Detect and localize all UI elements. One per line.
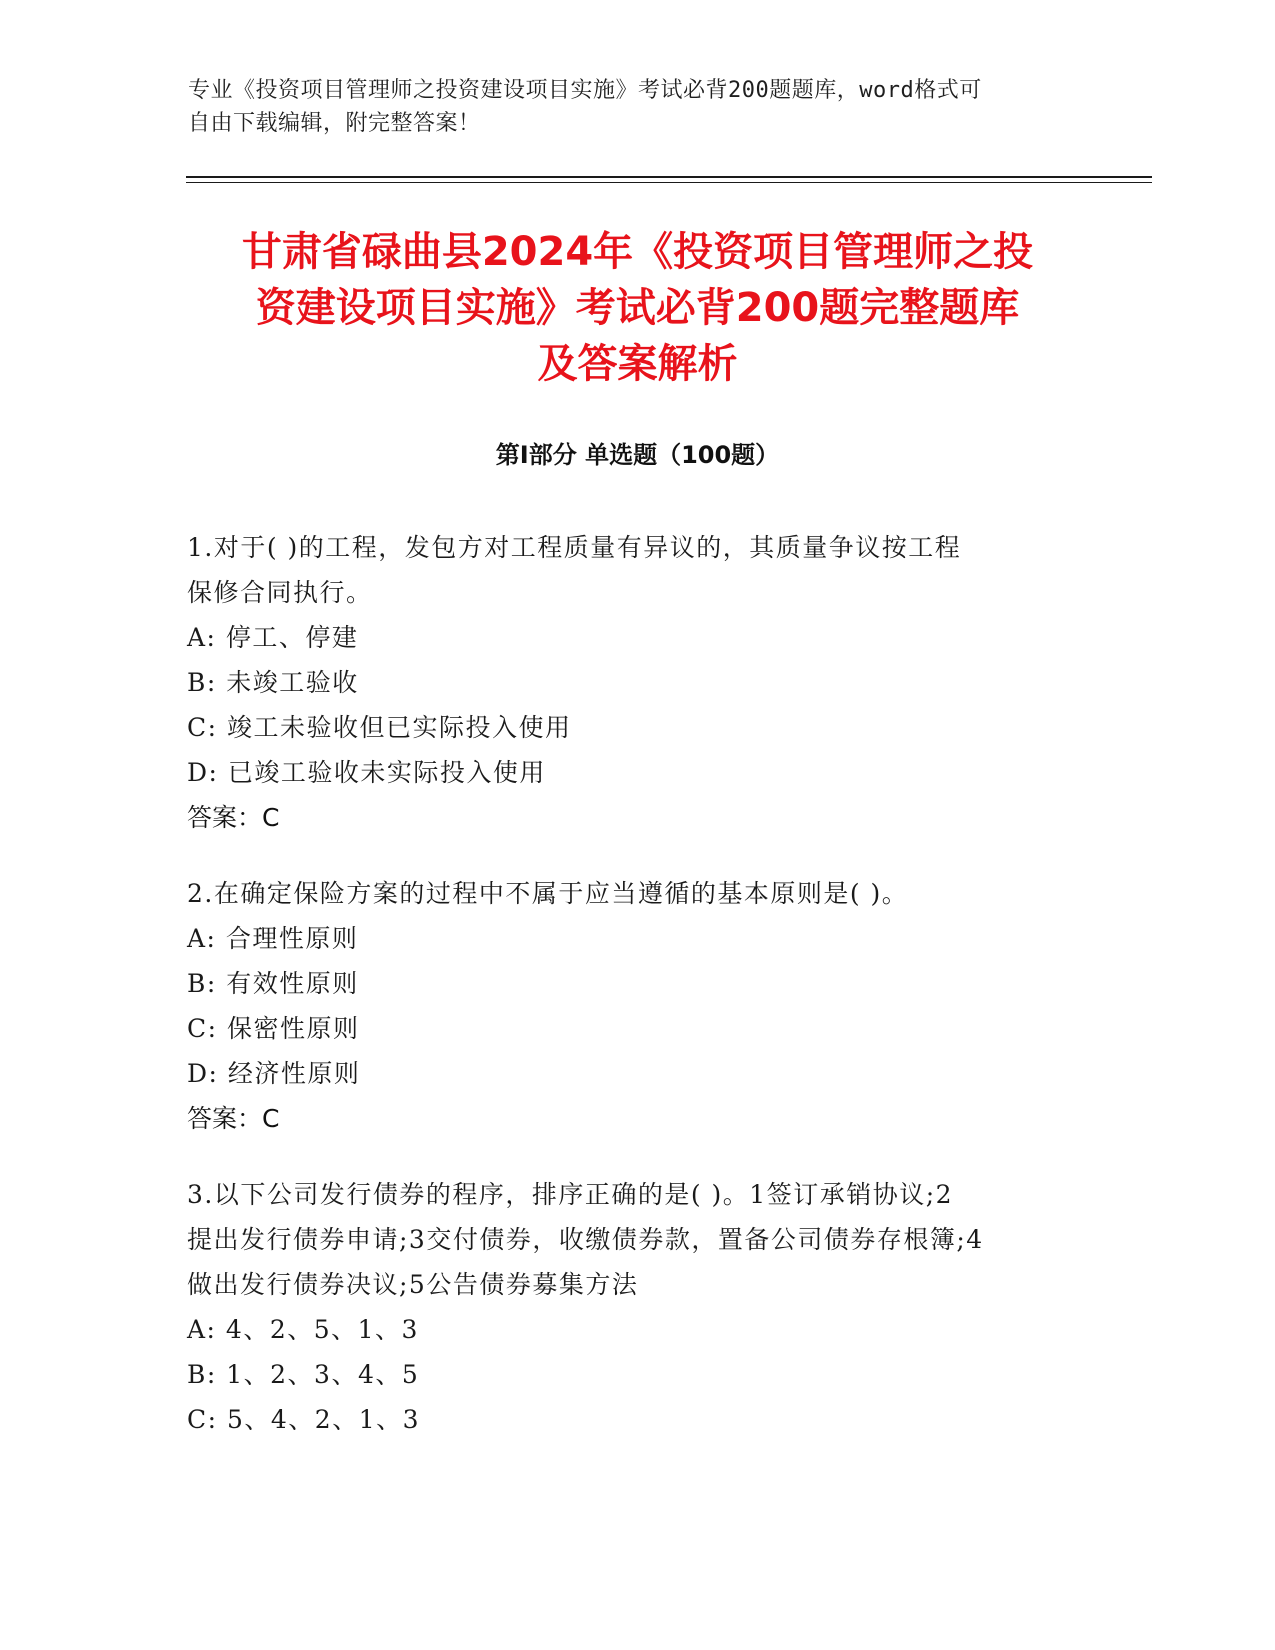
question-stem-line: 做出发行债券决议;5公告债券募集方法 (187, 1270, 639, 1299)
question-item (187, 871, 1067, 1141)
option-a: A: 停工、停建 (187, 623, 359, 652)
question-stem-line: 3.以下公司发行债券的程序，排序正确的是( )。1签订承销协议;2 (187, 1180, 954, 1209)
question-stem-line: 2.在确定保险方案的过程中不属于应当遵循的基本原则是( )。 (187, 879, 909, 908)
option-d: D: 经济性原则 (187, 1059, 361, 1088)
title-line: 及答案解析 (537, 341, 738, 387)
option-d: D: 已竣工验收未实际投入使用 (187, 758, 546, 787)
question-stem-line: 1.对于( )的工程，发包方对工程质量有异议的，其质量争议按工程 (187, 533, 962, 562)
option-c: C: 5、4、2、1、3 (187, 1405, 421, 1434)
option-a: A: 合理性原则 (187, 924, 359, 953)
section-heading: 第Ⅰ部分 单选题（100题） (495, 441, 780, 469)
option-b: B: 未竣工验收 (187, 668, 359, 697)
option-a: A: 4、2、5、1、3 (187, 1315, 419, 1344)
title-line: 资建设项目实施》考试必背200题完整题库 (255, 285, 1020, 331)
header-note-line: 自由下载编辑，附完整答案！ (188, 111, 481, 136)
question-item (187, 1172, 1067, 1442)
title-line: 甘肃省碌曲县2024年《投资项目管理师之投 (241, 229, 1034, 275)
option-b: B: 有效性原则 (187, 969, 359, 998)
option-c: C: 保密性原则 (187, 1014, 360, 1043)
question-item (187, 525, 1067, 840)
header-note (188, 74, 1068, 140)
option-c: C: 竣工未验收但已实际投入使用 (187, 713, 572, 742)
question-stem-line: 提出发行债券申请;3交付债券，收缴债券款，置备公司债券存根簿;4 (187, 1225, 984, 1254)
header-divider-thick (186, 176, 1152, 178)
answer-line: 答案：C (187, 803, 280, 832)
header-note-line: 专业《投资项目管理师之投资建设项目实施》考试必背200题题库，word格式可 (188, 78, 982, 103)
question-stem-line: 保修合同执行。 (187, 578, 373, 607)
header-divider-thin (186, 182, 1152, 183)
answer-line: 答案：C (187, 1104, 280, 1133)
option-b: B: 1、2、3、4、5 (187, 1360, 420, 1389)
document-title (130, 224, 1145, 392)
question-list (187, 525, 1067, 1473)
